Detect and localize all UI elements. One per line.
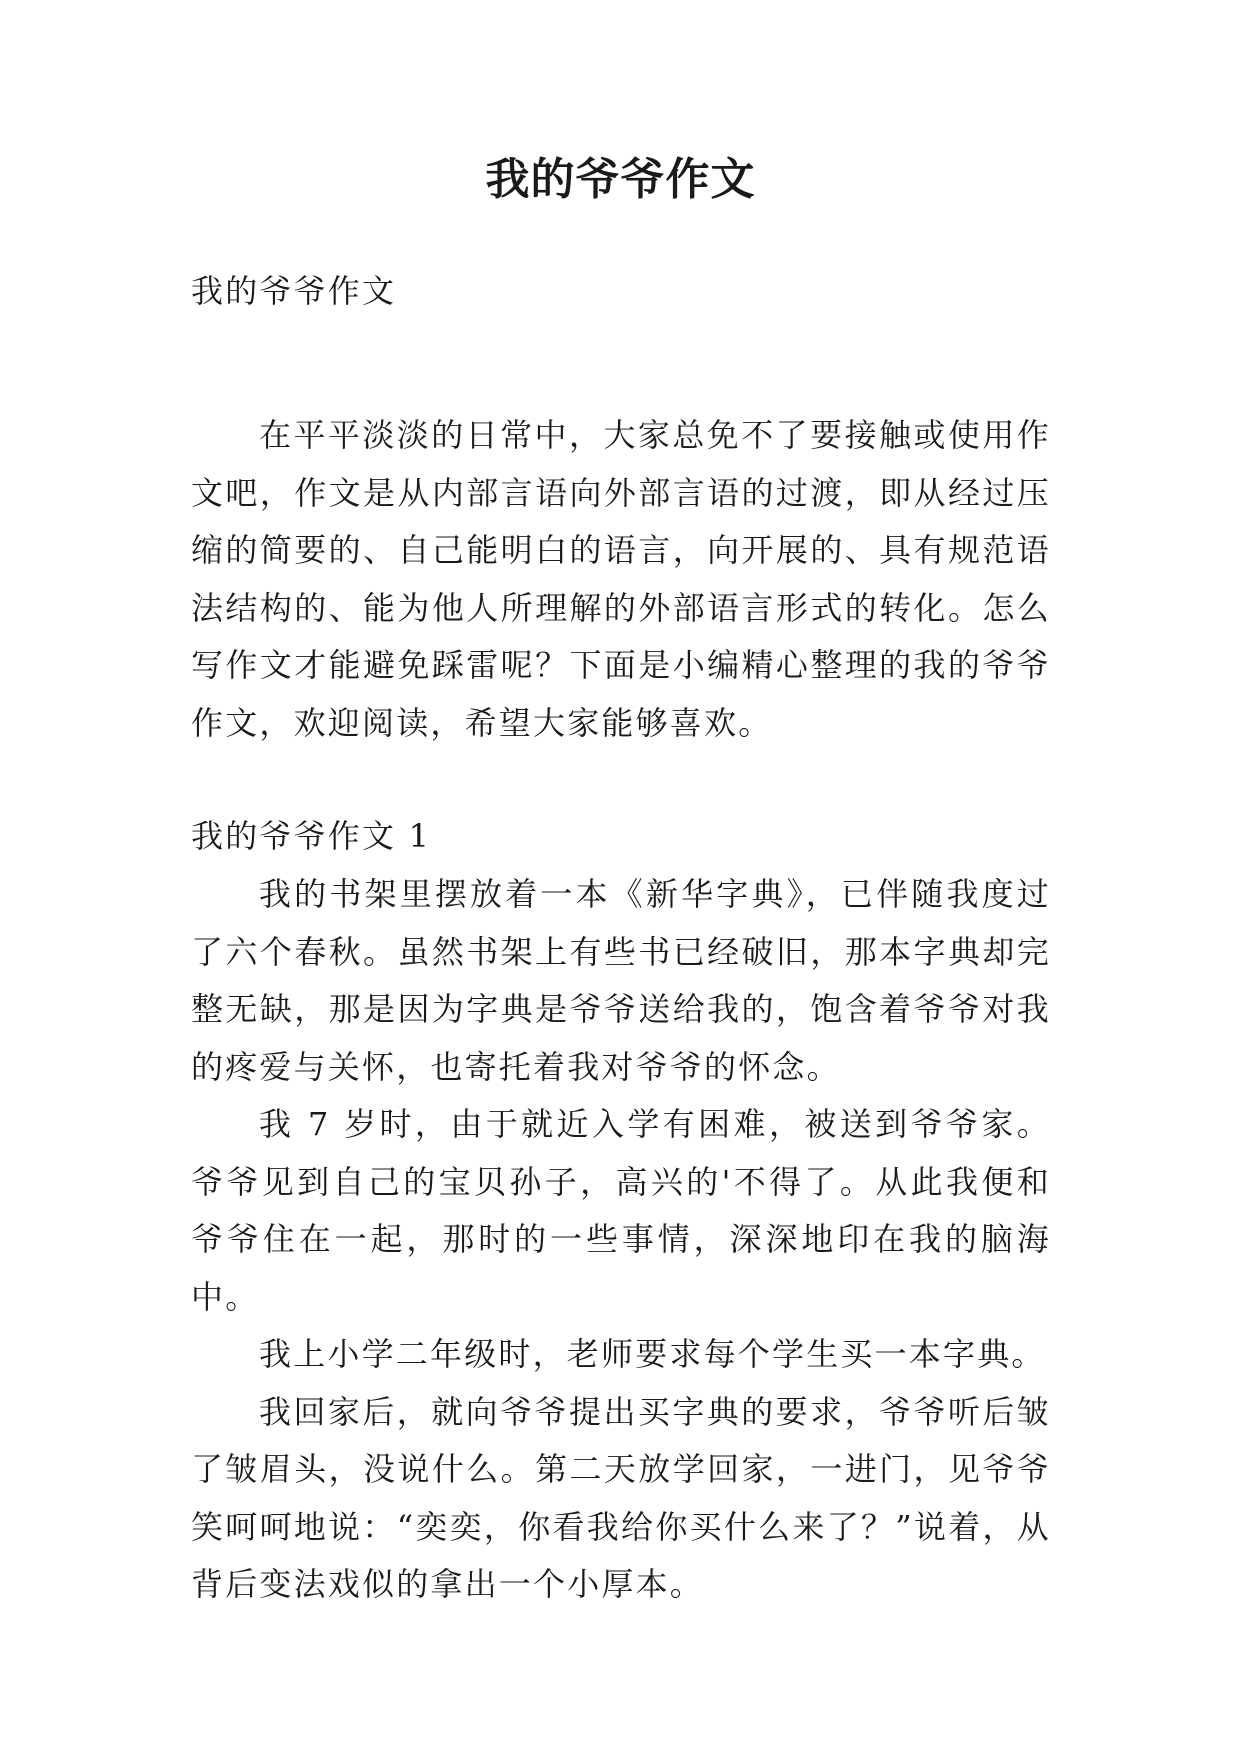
body-paragraph: 我上小学二年级时，老师要求每个学生买一本字典。 xyxy=(259,1335,1046,1373)
document-title: 我的爷爷作文 xyxy=(485,154,756,205)
section-body xyxy=(191,866,1051,1614)
section-heading: 我的爷爷作文 1 xyxy=(191,817,432,855)
body-paragraph: 我的书架里摆放着一本《新华字典》，已伴随我度过了六个春秋。虽然书架上有些书已经破旧，那本字典却完整无缺，那是因为字典是爷爷送给我的，饱含着爷爷对我的疼爱与关怀，也寄托着我对爷爷的怀念。 xyxy=(191,875,1051,1086)
body-paragraph: 我 7 岁时，由于就近入学有困难，被送到爷爷家。爷爷见到自己的宝贝孙子，高兴的'不得了。从此我便和爷爷住在一起，那时的一些事情，深深地印在我的脑海中。 xyxy=(191,1105,1051,1316)
document-subtitle: 我的爷爷作文 xyxy=(191,272,397,310)
intro-section xyxy=(191,407,1051,752)
intro-paragraph: 在平平淡淡的日常中，大家总免不了要接触或使用作文吧，作文是从内部言语向外部言语的过渡，即从经过压缩的简要的、自己能明白的语言，向开展的、具有规范语法结构的、能为他人所理解的外部语言形式的转化。怎么写作文才能避免踩雷呢？下面是小编精心整理的我的爷爷作文，欢迎阅读，希望大家能够喜欢。 xyxy=(191,416,1051,742)
body-paragraph: 我回家后，就向爷爷提出买字典的要求，爷爷听后皱了皱眉头，没说什么。第二天放学回家，一进门，见爷爷笑呵呵地说：“奕奕，你看我给你买什么来了？”说着，从背后变法戏似的拿出一个小厚本。 xyxy=(191,1392,1051,1603)
